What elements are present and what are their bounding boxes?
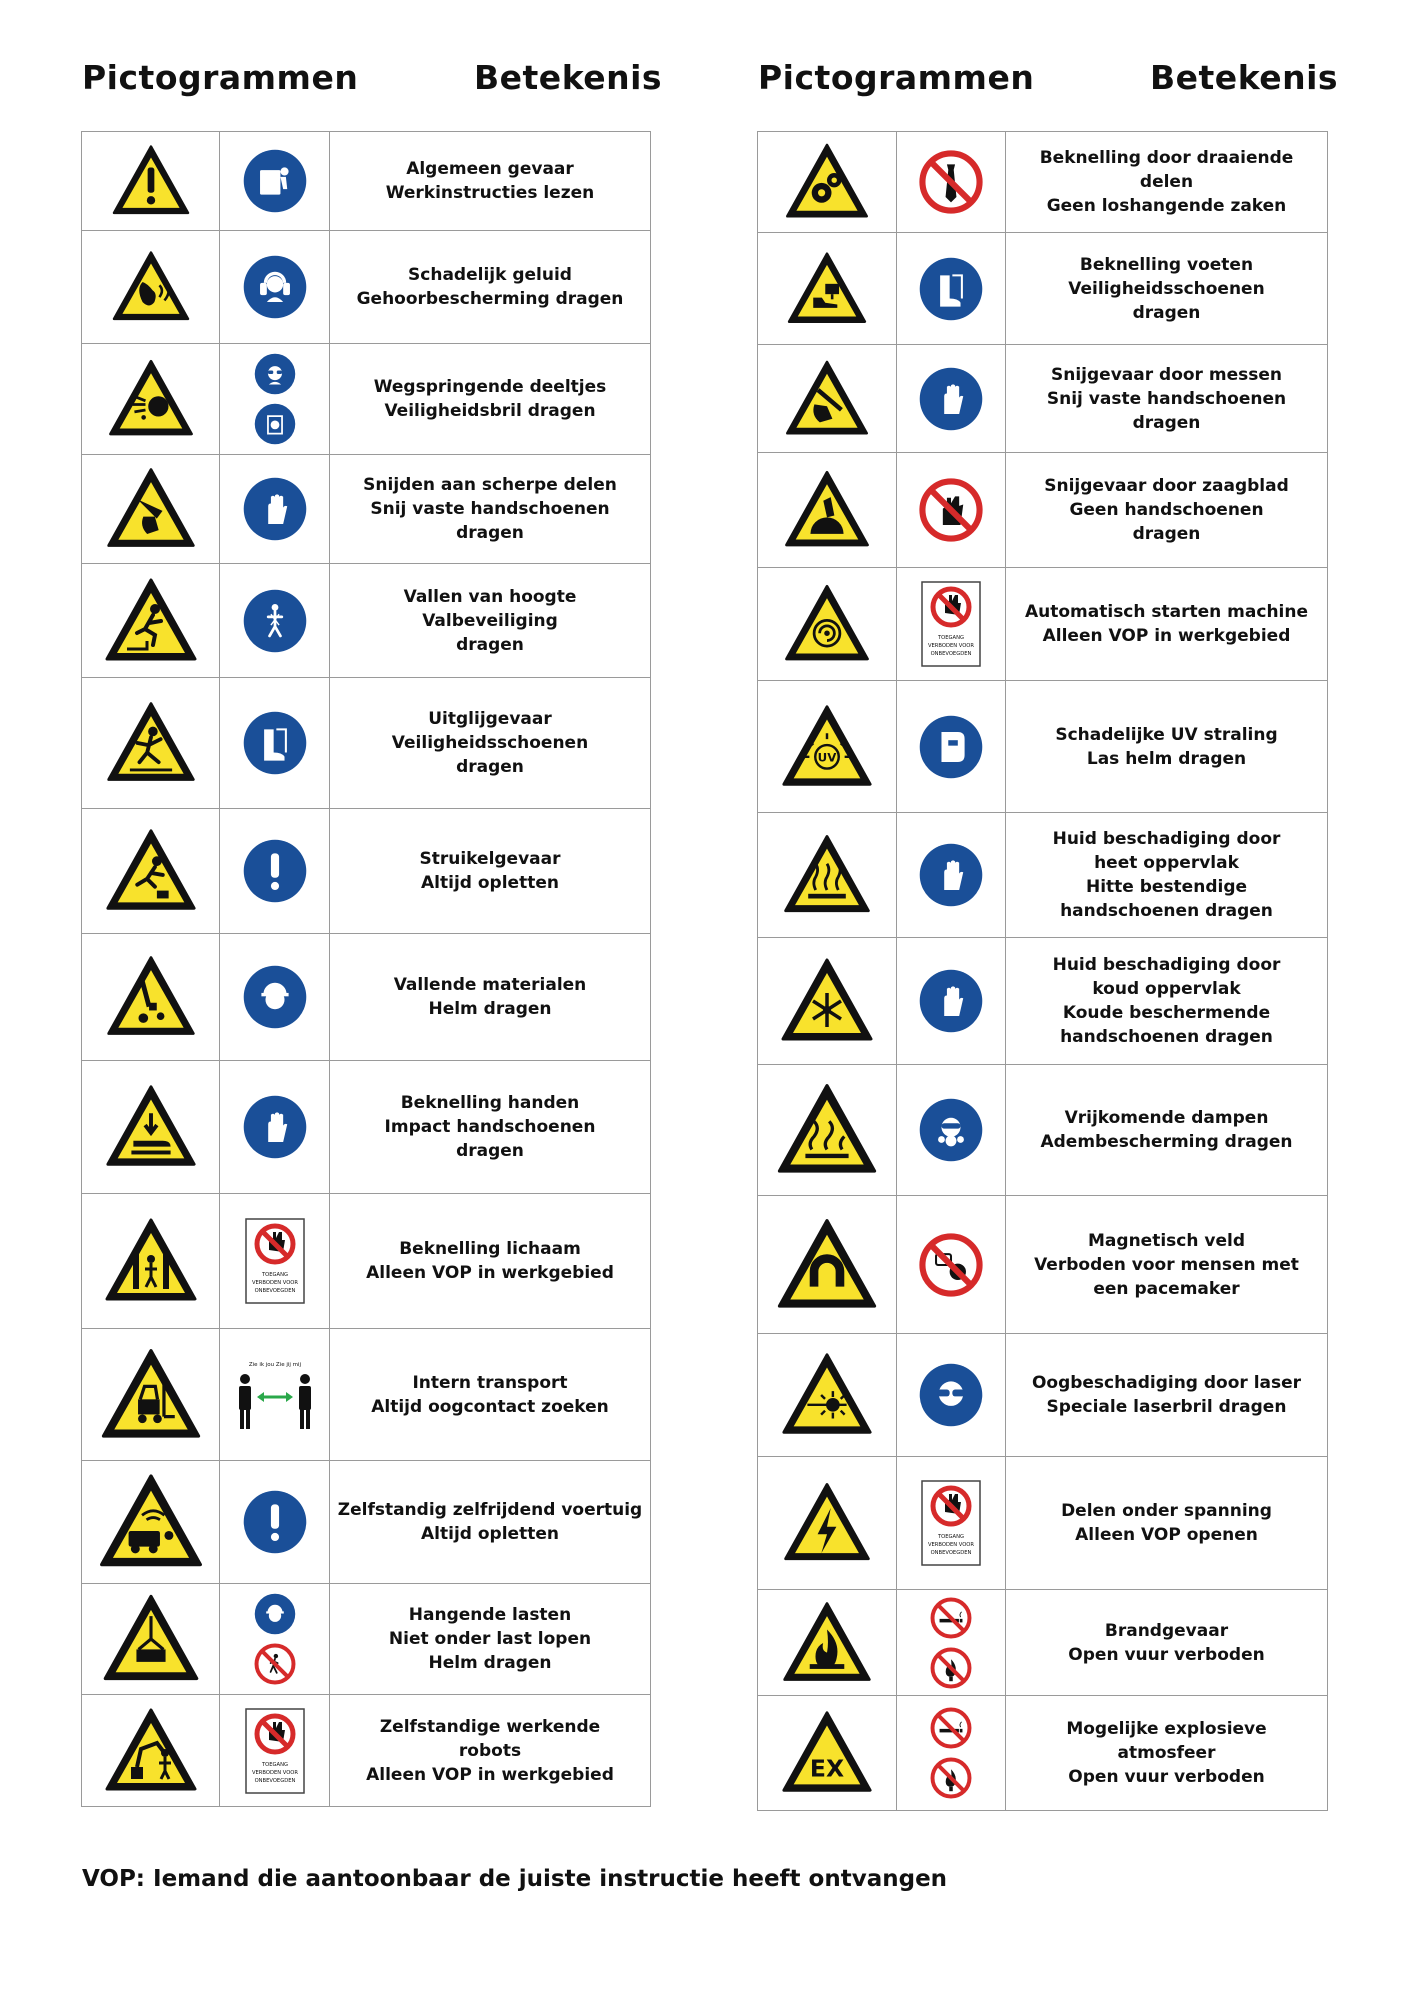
meaning-cell (1006, 132, 1328, 233)
hazard-cell (758, 1696, 897, 1811)
meaning-line: Uitglijgevaar (428, 709, 552, 729)
hazard-cell (82, 1329, 220, 1461)
meaning-line: Brandgevaar (1104, 1620, 1229, 1641)
hazard-cell (82, 1194, 220, 1329)
saw-blade-icon (781, 464, 873, 556)
mandatory-cell (897, 132, 1006, 233)
gloves-icon (241, 1093, 309, 1161)
meaning-line: Hitte bestendige (1085, 877, 1248, 897)
helmet-icon (253, 1592, 297, 1636)
meaning-line: Alleen VOP in werkgebied (366, 1263, 614, 1283)
no-pacemaker-icon (917, 1231, 985, 1299)
no-access-sign-icon (245, 1708, 305, 1794)
no-open-flame-icon (929, 1646, 973, 1690)
meaning-line: delen (1139, 172, 1194, 192)
ear-protection-icon (241, 253, 309, 321)
meaning-line: een pacemaker (1093, 1278, 1240, 1299)
pictogram-row (758, 1696, 1328, 1811)
mandatory-icon-slot (220, 587, 329, 655)
meaning-line: Veiligheidsschoenen (391, 733, 589, 753)
meaning-cell (1006, 681, 1328, 813)
mandatory-cell (897, 568, 1006, 681)
pictogram-row (82, 1461, 651, 1584)
pictogram-row (82, 678, 651, 809)
hazard-cell (758, 938, 897, 1065)
meaning-cell (1006, 1334, 1328, 1457)
slippery-surface-icon (103, 695, 199, 791)
hazard-cell (82, 344, 220, 455)
automatic-start-icon (781, 578, 873, 670)
meaning-line: Wegspringende deeltjes (373, 377, 607, 397)
meaning-line: Verboden voor mensen met (1034, 1254, 1299, 1275)
meaning-cell (330, 1329, 651, 1461)
mandatory-cell (897, 233, 1006, 345)
meaning-line: Las helm dragen (1086, 748, 1247, 769)
meaning-cell (1006, 813, 1328, 938)
mandatory-cell (897, 813, 1006, 938)
magnetic-field-icon (773, 1211, 881, 1319)
hazard-cell (758, 345, 897, 453)
mandatory-icon-slot (220, 1093, 329, 1161)
meaning-cell (330, 809, 651, 934)
meaning-cell (1006, 938, 1328, 1065)
meaning-cell (330, 1461, 651, 1584)
foot-crush-icon (784, 246, 870, 332)
mandatory-cell (897, 681, 1006, 813)
meaning-line: dragen (456, 523, 524, 543)
meaning-line: Vallende materialen (393, 975, 587, 995)
pictogram-row (82, 809, 651, 934)
sharp-edges-icon (103, 461, 199, 557)
meaning-cell (1006, 1590, 1328, 1696)
body-crush-icon (101, 1211, 201, 1311)
meaning-line: Beknelling lichaam (399, 1239, 581, 1259)
no-access-sign-icon (921, 581, 981, 667)
exclamation-icon (241, 1488, 309, 1556)
mandatory-icon-slot (220, 963, 329, 1031)
hazard-cell (82, 231, 220, 344)
meaning-cell (1006, 453, 1328, 568)
no-access-text-line1: TOEGANG (938, 1534, 964, 1540)
autonomous-vehicle-icon (95, 1466, 207, 1578)
meaning-line: dragen (1132, 524, 1201, 544)
meaning-cell (1006, 1196, 1328, 1334)
meaning-line: dragen (456, 634, 524, 655)
pictogram-row (758, 1457, 1328, 1590)
meaning-line: Vallen van hoogte (403, 586, 577, 607)
mandatory-cell (897, 345, 1006, 453)
meaning-cell (330, 1584, 651, 1695)
no-access-text-line3: ONBEVOEGDEN (254, 1777, 295, 1784)
mandatory-cell (220, 1461, 330, 1584)
robot-icon (101, 1701, 201, 1801)
pictogram-row (82, 1061, 651, 1194)
meaning-line: Schadelijke UV straling (1055, 724, 1278, 745)
meaning-line: Schadelijk geluid (408, 265, 572, 285)
hazard-cell (758, 1457, 897, 1590)
mandatory-icon-slot (220, 1357, 329, 1433)
meaning-line: handschoenen dragen (1060, 1027, 1273, 1047)
eye-contact-icon (233, 1357, 317, 1433)
uv-label: UV (817, 750, 837, 765)
mandatory-icon-slot (897, 841, 1005, 909)
meaning-line: Algemeen gevaar (406, 159, 574, 179)
forklift-icon (97, 1341, 205, 1449)
meaning-cell (330, 678, 651, 809)
no-gloves-icon (917, 476, 985, 544)
mandatory-cell (897, 1196, 1006, 1334)
hazard-cell (82, 1461, 220, 1584)
uv-radiation-icon (778, 698, 876, 796)
mandatory-cell (220, 564, 330, 678)
gloves-icon (917, 841, 985, 909)
meaning-line: atmosfeer (1117, 1743, 1216, 1763)
mandatory-icon-slot (220, 709, 329, 777)
safety-glasses-icon (253, 352, 297, 396)
meaning-line: Adembescherming dragen (1040, 1132, 1293, 1152)
hazard-cell (758, 568, 897, 681)
meaning-line: Altijd oogcontact zoeken (371, 1396, 609, 1417)
suspended-load-icon (99, 1587, 203, 1691)
pictogram-row (82, 132, 651, 231)
mandatory-cell (897, 1334, 1006, 1457)
vapours-icon (773, 1076, 881, 1184)
meaning-line: Open vuur verboden (1068, 1767, 1265, 1787)
mandatory-icon-slot (220, 1592, 329, 1636)
meaning-line: robots (458, 1740, 522, 1761)
hazard-cell (758, 453, 897, 568)
falling-objects-icon (103, 949, 199, 1045)
flammable-icon (779, 1595, 875, 1691)
hazard-cell (82, 1584, 220, 1695)
meaning-cell (1006, 1065, 1328, 1196)
meaning-line: Intern transport (412, 1372, 568, 1393)
mandatory-cell (897, 1590, 1006, 1696)
explosive-atmosphere-icon (778, 1704, 876, 1802)
meaning-cell (330, 934, 651, 1061)
no-access-text-line1: TOEGANG (261, 1761, 288, 1768)
meaning-line: Automatisch starten machine (1024, 602, 1309, 622)
no-loose-clothing-icon (917, 148, 985, 216)
mandatory-cell (220, 1584, 330, 1695)
pictogram-row (758, 1065, 1328, 1196)
no-smoking-icon (929, 1596, 973, 1640)
cold-surface-icon (777, 951, 877, 1051)
harness-icon (241, 587, 309, 655)
mandatory-cell (220, 1695, 330, 1807)
meaning-line: Beknelling voeten (1079, 254, 1254, 275)
mandatory-icon-slot (897, 1231, 1005, 1299)
gloves-icon (241, 475, 309, 543)
meaning-line: dragen (456, 757, 524, 777)
mandatory-icon-slot (220, 1488, 329, 1556)
meaning-line: handschoenen dragen (1060, 901, 1273, 921)
mandatory-icon-slot (897, 967, 1005, 1035)
hazard-cell (758, 1334, 897, 1457)
pictogram-row (82, 1584, 651, 1695)
face-shield-icon (253, 402, 297, 446)
safety-boots-icon (241, 709, 309, 777)
hazard-cell (82, 1695, 220, 1807)
laser-icon (778, 1346, 876, 1444)
no-smoking-icon (929, 1706, 973, 1750)
hazard-cell (758, 132, 897, 233)
meaning-line: Huid beschadiging door (1052, 829, 1281, 849)
meaning-cell (1006, 1696, 1328, 1811)
hazard-cell (758, 1065, 897, 1196)
mandatory-cell (220, 934, 330, 1061)
meaning-line: Open vuur verboden (1068, 1644, 1265, 1665)
pictogram-row (82, 231, 651, 344)
pictogram-row (82, 344, 651, 455)
meaning-line: Magnetisch veld (1088, 1230, 1245, 1251)
meaning-line: Alleen VOP openen (1075, 1525, 1258, 1545)
meaning-line: Snij vaste handschoenen (370, 499, 610, 519)
meaning-cell (1006, 1457, 1328, 1590)
hazard-cell (82, 934, 220, 1061)
mandatory-icon-slot (897, 1646, 1005, 1690)
mandatory-cell (897, 1696, 1006, 1811)
left-header-betekenis: Betekenis (474, 58, 663, 97)
pictogram-row (82, 1695, 651, 1807)
harmful-noise-icon (109, 245, 193, 329)
meaning-line: Gehoorbescherming dragen (356, 289, 624, 309)
meaning-cell (330, 231, 651, 344)
manual-icon (241, 147, 309, 215)
hazard-cell (758, 681, 897, 813)
mandatory-cell (220, 455, 330, 564)
meaning-line: dragen (456, 1141, 524, 1161)
mandatory-icon-slot (220, 402, 329, 446)
pictogram-row (758, 453, 1328, 568)
right-header-pictogrammen: Pictogrammen (758, 58, 1035, 97)
hot-surface-icon (780, 828, 874, 922)
mandatory-cell (220, 1061, 330, 1194)
welding-helmet-icon (917, 713, 985, 781)
mandatory-icon-slot (897, 581, 1005, 667)
mandatory-icon-slot (220, 253, 329, 321)
meaning-line: dragen (1132, 412, 1201, 433)
pictogram-row (82, 1194, 651, 1329)
mandatory-icon-slot (897, 713, 1005, 781)
no-access-text-line2: VERBODEN VOOR (927, 1542, 975, 1548)
meaning-cell (330, 1695, 651, 1807)
mandatory-cell (897, 1065, 1006, 1196)
mandatory-cell (220, 1329, 330, 1461)
meaning-line: Altijd opletten (421, 1524, 559, 1544)
meaning-line: Alleen VOP in werkgebied (366, 1764, 614, 1785)
mandatory-cell (897, 938, 1006, 1065)
mandatory-icon-slot (897, 1361, 1005, 1429)
no-open-flame-icon (929, 1756, 973, 1800)
meaning-line: Snijden aan scherpe delen (363, 475, 617, 495)
mandatory-icon-slot (220, 1218, 329, 1304)
meaning-cell (1006, 568, 1328, 681)
no-access-text-line2: VERBODEN VOOR (251, 1769, 298, 1776)
no-access-text-line2: VERBODEN VOOR (927, 643, 975, 649)
hazard-cell (82, 455, 220, 564)
right-header-betekenis: Betekenis (1150, 58, 1339, 97)
flying-particles-icon (105, 353, 197, 445)
mandatory-icon-slot (897, 1096, 1005, 1164)
vop-footnote: VOP: Iemand die aantoonbaar de juiste instructie heeft ontvangen (82, 1866, 948, 1892)
hazard-cell (82, 132, 220, 231)
meaning-line: Speciale laserbril dragen (1046, 1397, 1287, 1417)
meaning-line: Mogelijke explosieve (1066, 1719, 1267, 1739)
no-access-text-line2: VERBODEN VOOR (251, 1280, 298, 1286)
mandatory-icon-slot (220, 837, 329, 905)
meaning-line: heet oppervlak (1094, 853, 1239, 873)
mandatory-icon-slot (220, 147, 329, 215)
meaning-line: Veiligheidsbril dragen (384, 401, 596, 421)
hazard-cell (82, 564, 220, 678)
meaning-line: Struikelgevaar (419, 849, 561, 869)
pictogram-row (758, 233, 1328, 345)
meaning-cell (330, 455, 651, 564)
meaning-line: Beknelling handen (400, 1093, 580, 1113)
mandatory-cell (220, 678, 330, 809)
hazard-cell (758, 1590, 897, 1696)
meaning-line: Snijgevaar door messen (1051, 364, 1282, 385)
left-header-pictogrammen: Pictogrammen (82, 58, 359, 97)
mandatory-icon-slot (220, 475, 329, 543)
mandatory-icon-slot (897, 1480, 1005, 1566)
meaning-line: koud oppervlak (1092, 979, 1241, 999)
mandatory-icon-slot (897, 1756, 1005, 1800)
pictogram-row (82, 564, 651, 678)
meaning-line: dragen (1132, 302, 1201, 323)
right-pictogram-table (757, 131, 1328, 1811)
no-access-text-line3: ONBEVOEGDEN (930, 651, 972, 657)
safety-boots-icon (917, 255, 985, 323)
hazard-cell (82, 1061, 220, 1194)
meaning-cell (330, 1061, 651, 1194)
meaning-line: Veiligheidsschoenen (1068, 278, 1265, 299)
laser-goggles-icon (917, 1361, 985, 1429)
gloves-icon (917, 365, 985, 433)
meaning-line: Huid beschadiging door (1052, 955, 1281, 975)
mandatory-cell (220, 344, 330, 455)
ex-label: EX (809, 1754, 845, 1783)
mandatory-icon-slot (897, 255, 1005, 323)
pictogram-row (758, 1334, 1328, 1457)
no-access-text-line1: TOEGANG (261, 1272, 288, 1278)
mandatory-icon-slot (897, 365, 1005, 433)
helmet-icon (241, 963, 309, 1031)
left-pictogram-table (81, 131, 651, 1807)
hazard-cell (758, 1196, 897, 1334)
pictogram-row (82, 934, 651, 1061)
no-access-sign-icon (245, 1218, 305, 1304)
meaning-line: Geen handschoenen (1069, 500, 1264, 520)
mandatory-cell (220, 231, 330, 344)
mandatory-cell (897, 1457, 1006, 1590)
meaning-cell (1006, 345, 1328, 453)
mandatory-cell (897, 453, 1006, 568)
meaning-line: Beknelling door draaiende (1039, 148, 1294, 168)
hazard-cell (758, 813, 897, 938)
no-access-text-line3: ONBEVOEGDEN (254, 1288, 295, 1294)
meaning-cell (330, 344, 651, 455)
mandatory-icon-slot (220, 1708, 329, 1794)
mandatory-icon-slot (897, 1706, 1005, 1750)
meaning-line: Altijd opletten (421, 873, 559, 893)
knife-cut-icon (782, 354, 872, 444)
trip-hazard-icon (102, 822, 200, 920)
meaning-line: Alleen VOP in werkgebied (1042, 626, 1291, 646)
meaning-line: Helm dragen (428, 1653, 552, 1673)
pictogram-row (758, 1196, 1328, 1334)
pictogram-row (758, 568, 1328, 681)
no-walking-under-load-icon (253, 1642, 297, 1686)
meaning-line: Oogbeschadiging door laser (1031, 1373, 1302, 1393)
meaning-cell (330, 132, 651, 231)
meaning-line: Hangende lasten (408, 1605, 572, 1625)
mandatory-icon-slot (220, 352, 329, 396)
exclamation-icon (241, 837, 309, 905)
mandatory-icon-slot (897, 476, 1005, 544)
pictogram-row (82, 455, 651, 564)
mandatory-cell (220, 1194, 330, 1329)
mandatory-icon-slot (897, 148, 1005, 216)
general-danger-icon (109, 139, 193, 223)
meaning-line: Impact handschoenen (384, 1117, 596, 1137)
meaning-cell (1006, 233, 1328, 345)
electricity-icon (780, 1476, 874, 1570)
meaning-line: Zelfstandige werkende (379, 1716, 601, 1737)
mandatory-icon-slot (220, 1642, 329, 1686)
gloves-icon (917, 967, 985, 1035)
hazard-cell (758, 233, 897, 345)
meaning-cell (330, 564, 651, 678)
respirator-icon (917, 1096, 985, 1164)
meaning-line: Delen onder spanning (1061, 1501, 1272, 1521)
eye-contact-caption: Zie ik jou Zie jij mij (248, 1361, 301, 1368)
no-access-text-line1: TOEGANG (938, 635, 964, 641)
meaning-line: Vrijkomende dampen (1064, 1108, 1269, 1128)
pictogram-row (758, 345, 1328, 453)
hazard-cell (82, 809, 220, 934)
meaning-cell (330, 1194, 651, 1329)
mandatory-icon-slot (897, 1596, 1005, 1640)
rotating-parts-icon (782, 137, 872, 227)
pictogram-row (758, 938, 1328, 1065)
mandatory-cell (220, 809, 330, 934)
fall-from-height-icon (101, 571, 201, 671)
meaning-line: Niet onder last lopen (388, 1629, 592, 1649)
pictogram-row (82, 1329, 651, 1461)
meaning-line: Helm dragen (428, 999, 552, 1019)
meaning-line: Werkinstructies lezen (385, 183, 595, 203)
hand-crush-icon (102, 1078, 200, 1176)
mandatory-cell (220, 132, 330, 231)
no-access-text-line3: ONBEVOEGDEN (930, 1550, 972, 1556)
meaning-line: Snijgevaar door zaagblad (1044, 476, 1289, 496)
pictogram-row (758, 813, 1328, 938)
meaning-line: Zelfstandig zelfrijdend voertuig (337, 1500, 643, 1520)
pictogram-row (758, 681, 1328, 813)
meaning-line: Valbeveiliging (422, 610, 558, 631)
meaning-line: Snij vaste handschoenen (1046, 388, 1287, 409)
meaning-line: Geen loshangende zaken (1046, 196, 1287, 216)
no-access-sign-icon (921, 1480, 981, 1566)
hazard-cell (82, 678, 220, 809)
meaning-line: Koude beschermende (1062, 1003, 1271, 1023)
pictogram-row (758, 132, 1328, 233)
pictogram-row (758, 1590, 1328, 1696)
